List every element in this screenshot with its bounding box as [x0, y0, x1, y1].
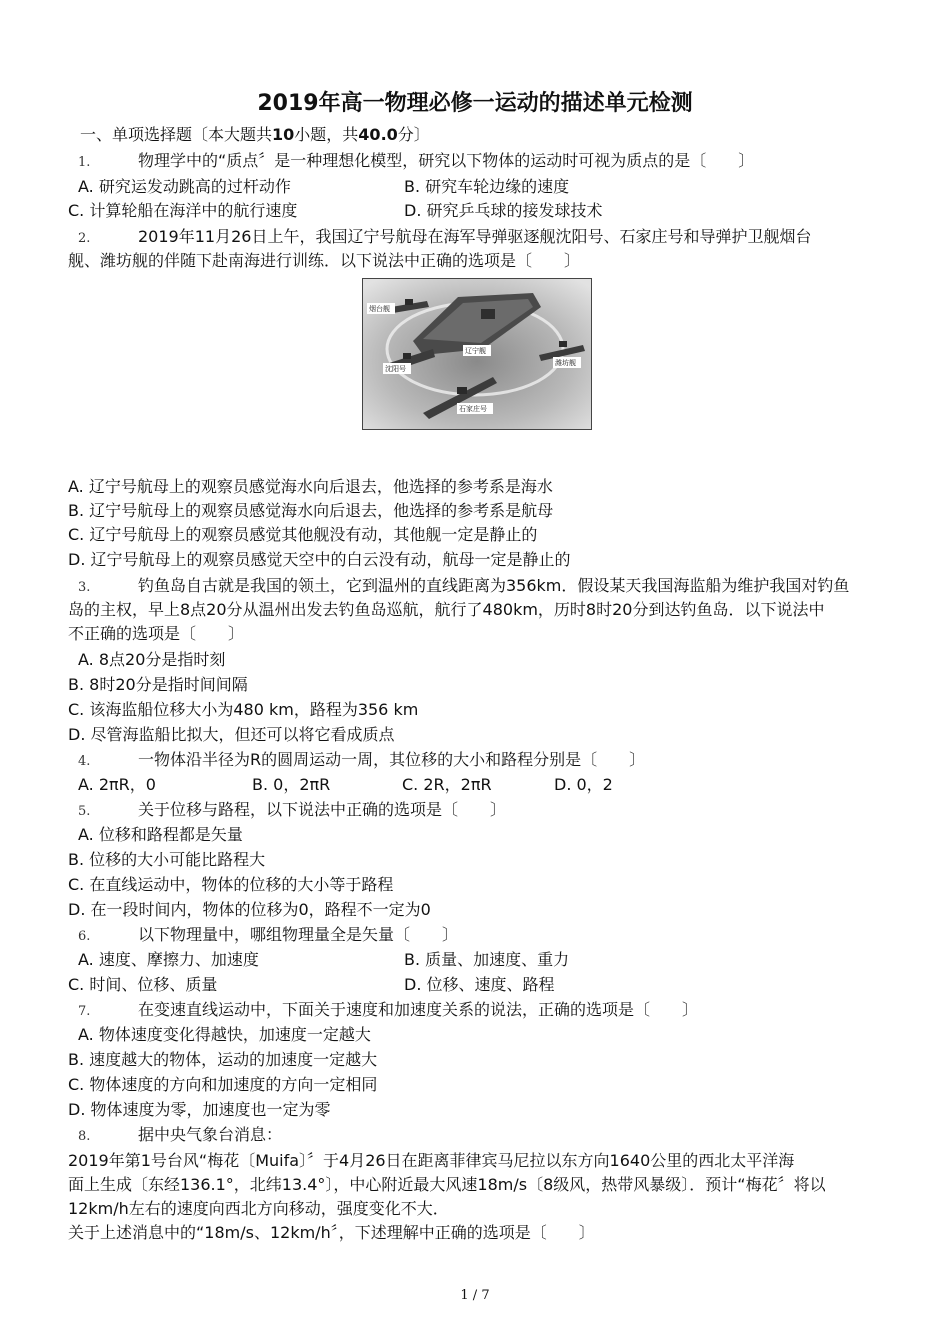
question-8	[68, 1124, 282, 1148]
section-suffix: 分〕	[397, 125, 430, 144]
option-b: B. 8时20分是指时间间隔	[68, 675, 248, 694]
question-2	[68, 226, 811, 250]
option-b: B. 位移的大小可能比路程大	[68, 850, 266, 869]
carrier-fleet-photo	[362, 278, 592, 430]
option-c: C. 在直线运动中，物体的位移的大小等于路程	[68, 875, 394, 894]
question-paragraph-4: 关于上述消息中的“18m/s、12km/h〞，下述理解中正确的选项是〔 〕	[68, 1223, 595, 1242]
section-score: 40.0	[358, 125, 398, 144]
section-count: 10	[272, 125, 295, 144]
section-heading	[80, 124, 430, 146]
option-b: B. 速度越大的物体，运动的加速度一定越大	[68, 1050, 378, 1069]
question-6	[68, 924, 458, 948]
option-b: B. 0，2πR	[252, 775, 331, 794]
option-d: D. 在一段时间内，物体的位移为0，路程不一定为0	[68, 900, 431, 919]
question-text: 一物体沿半径为R的圆周运动一周，其位移的大小和路程分别是〔 〕	[138, 750, 646, 769]
question-paragraph-2: 面上生成〔东经136.1°，北纬13.4°〕，中心附近最大风速18m/s〔8级风，热带风暴级〕．预计“梅花〞将以	[68, 1175, 826, 1194]
option-a: A. 2πR，0	[78, 775, 156, 794]
question-number: 2.	[78, 231, 91, 246]
option-d: D. 物体速度为零，加速度也一定为零	[68, 1100, 331, 1119]
option-c: C. 2R，2πR	[402, 775, 492, 794]
question-number: 7.	[78, 1004, 91, 1019]
label-weifang: 潍坊舰	[555, 359, 576, 367]
question-text: 据中央气象台消息：	[138, 1125, 283, 1144]
option-d: D. 0，2	[554, 775, 613, 794]
question-text: 物理学中的“质点〞是一种理想化模型，研究以下物体的运动时可视为质点的是〔 〕	[138, 151, 755, 170]
question-5	[68, 799, 506, 823]
question-number: 4.	[78, 754, 91, 769]
option-b: B. 质量、加速度、重力	[404, 950, 570, 969]
question-number: 5.	[78, 804, 91, 819]
option-c: C. 时间、位移、质量	[68, 975, 218, 994]
option-b: B. 研究车轮边缘的速度	[404, 177, 570, 196]
page-title: 2019年高一物理必修一运动的描述单元检测	[257, 91, 693, 116]
question-text: 关于位移与路程，以下说法中正确的选项是〔 〕	[138, 800, 507, 819]
question-text-cont: 岛的主权，早上8点20分从温州出发去钓鱼岛巡航，航行了480km，历时8时20分到达钓鱼岛．以下说法中	[68, 600, 825, 619]
question-text-cont: 舰、潍坊舰的伴随下赴南海进行训练．以下说法中正确的选项是〔 〕	[68, 251, 581, 270]
question-text: 钓鱼岛自古就是我国的领土，它到温州的直线距离为356km．假设某天我国海监船为维护我国对钓鱼	[138, 576, 850, 595]
question-text-cont: 不正确的选项是〔 〕	[68, 624, 245, 643]
option-a: A. 研究运发动跳高的过杆动作	[78, 177, 291, 196]
question-text: 在变速直线运动中，下面关于速度和加速度关系的说法，正确的选项是〔 〕	[138, 1000, 699, 1019]
option-a: A. 8点20分是指时刻	[78, 650, 226, 669]
question-7	[68, 999, 698, 1023]
label-yantai: 烟台舰	[369, 305, 390, 313]
option-d: D. 尽管海监船比拟大，但还可以将它看成质点	[68, 725, 395, 744]
question-3	[68, 575, 849, 599]
question-number: 3.	[78, 580, 91, 595]
section-prefix: 一、单项选择题〔本大题共	[80, 125, 273, 144]
option-d: D. 研究乒乓球的接发球技术	[404, 201, 603, 220]
question-1	[68, 150, 754, 174]
question-text: 2019年11月26日上午，我国辽宁号航母在海军导弹驱逐舰沈阳号、石家庄号和导弹护卫舰烟台	[138, 227, 812, 246]
question-4	[68, 749, 645, 773]
section-middle: 小题，共	[294, 125, 359, 144]
question-paragraph-3: 12km/h左右的速度向西北方向移动，强度变化不大．	[68, 1199, 449, 1218]
option-d: D. 位移、速度、路程	[404, 975, 555, 994]
option-a: A. 辽宁号航母上的观察员感觉海水向后退去，他选择的参考系是海水	[68, 477, 553, 496]
option-a: A. 位移和路程都是矢量	[78, 825, 243, 844]
label-shenyang: 沈阳号	[385, 365, 406, 373]
question-number: 6.	[78, 929, 91, 944]
page-number: 1 / 7	[460, 1288, 490, 1303]
option-d: D. 辽宁号航母上的观察员感觉天空中的白云没有动，航母一定是静止的	[68, 550, 571, 569]
question-number: 8.	[78, 1129, 91, 1144]
option-c: C. 该海监船位移大小为480 km，路程为356 km	[68, 700, 419, 719]
question-number: 1.	[78, 155, 91, 170]
option-c: C. 辽宁号航母上的观察员感觉其他舰没有动，其他舰一定是静止的	[68, 525, 538, 544]
question-text: 以下物理量中，哪组物理量全是矢量〔 〕	[138, 925, 459, 944]
option-b: B. 辽宁号航母上的观察员感觉海水向后退去，他选择的参考系是航母	[68, 501, 554, 520]
option-c: C. 计算轮船在海洋中的航行速度	[68, 201, 298, 220]
option-a: A. 速度、摩擦力、加速度	[78, 950, 259, 969]
option-c: C. 物体速度的方向和加速度的方向一定相同	[68, 1075, 378, 1094]
option-a: A. 物体速度变化得越快，加速度一定越大	[78, 1025, 371, 1044]
label-liaoning: 辽宁舰	[465, 347, 486, 355]
label-shijiazhuang: 石家庄号	[459, 405, 487, 413]
fleet-illustration	[363, 279, 591, 429]
question-paragraph-1: 2019年第1号台风“梅花〔Muifa〕〞于4月26日在距离菲律宾马尼拉以东方向1640公里的西北太平洋海	[68, 1151, 795, 1170]
